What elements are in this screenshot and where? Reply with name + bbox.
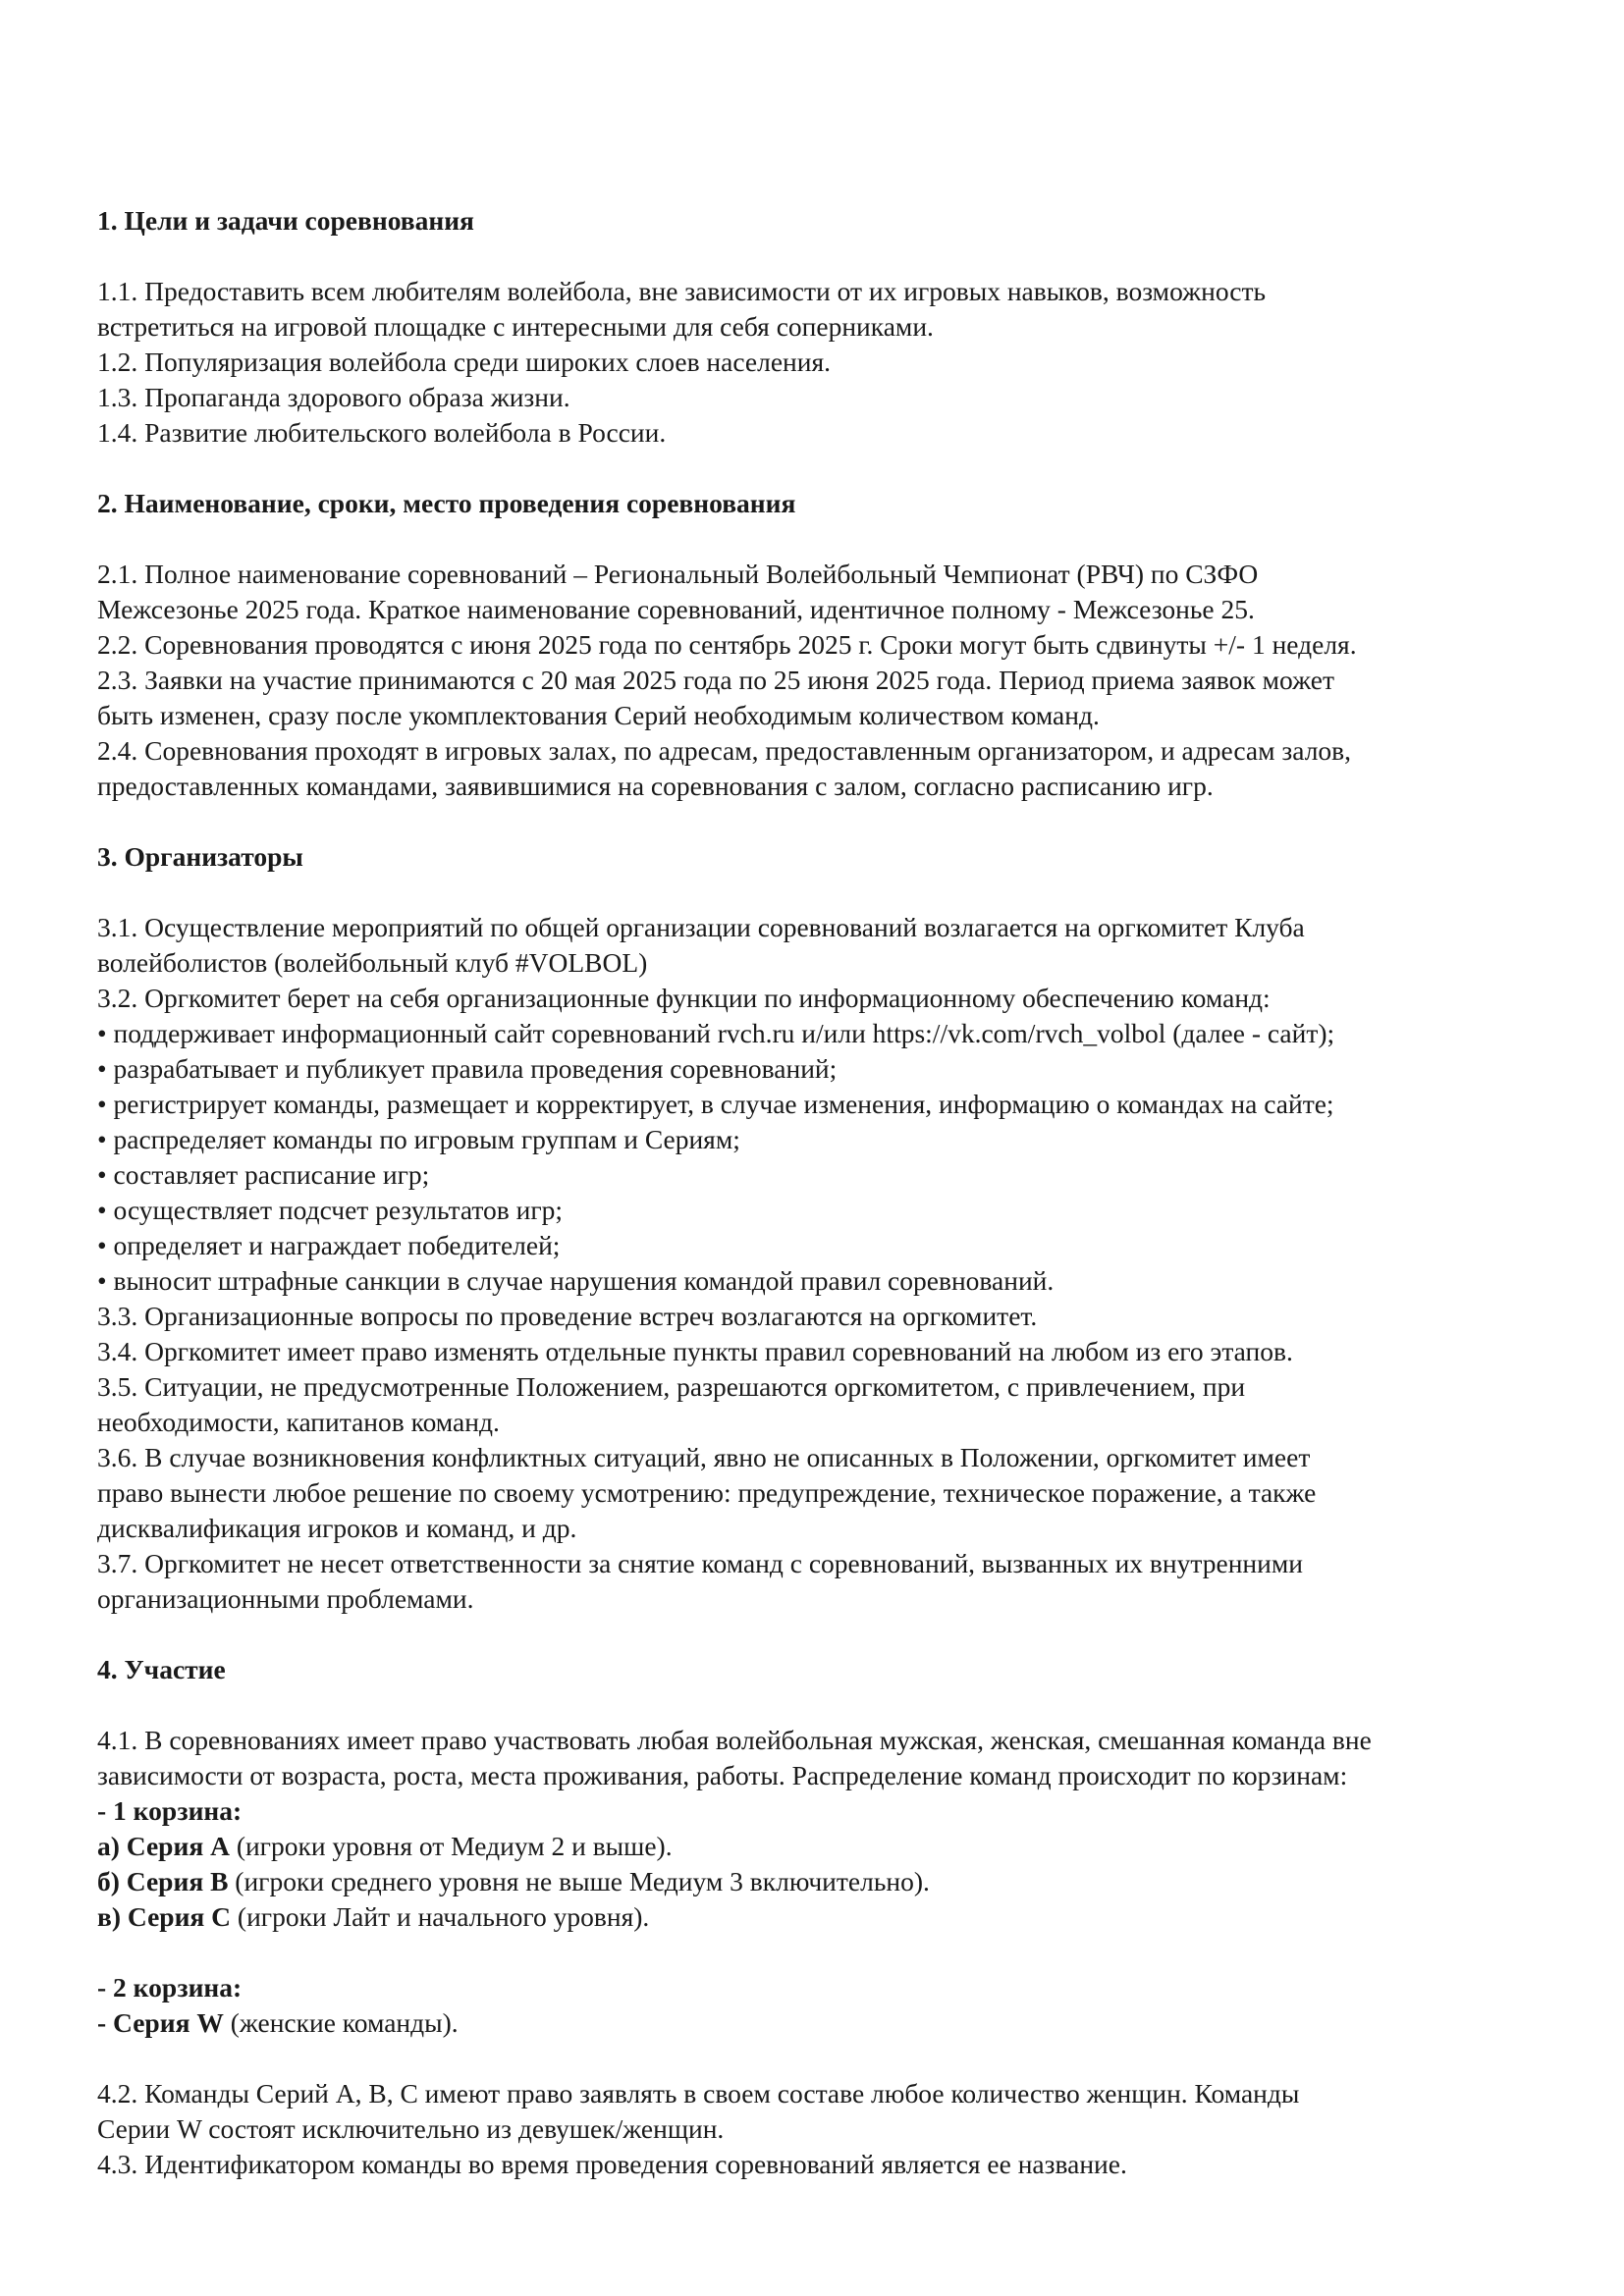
section-body [97,557,1565,804]
series-item [97,1899,1565,1935]
basket-title [97,1793,1565,1829]
section-body [97,274,1565,451]
spacer [97,1935,1565,1970]
series-description: (игроки уровня от Медиум 2 и выше). [229,1831,673,1861]
text-line: быть изменен, сразу после укомплектования Серий необходимым количеством команд. [97,700,1100,730]
text-line: встретиться на игровой площадке с интересными для себя соперниками. [97,311,934,342]
text-line: предоставленных командами, заявившимися на соревнования с залом, согласно расписанию игр. [97,771,1214,801]
section-organizers [97,839,1565,1617]
bullet-item: • регистрирует команды, размещает и корректирует, в случае изменения, информацию о командах на сайте; [97,1089,1334,1119]
section-goals [97,203,1565,451]
section-heading: 3. Организаторы [97,841,303,872]
section-body [97,1723,1565,2182]
text-line: Серии W состоят исключительно из девушек/женщин. [97,2113,725,2144]
series-description: (игроки Лайт и начального уровня). [231,1901,650,1932]
series-name: в) Серия C [97,1901,232,1932]
text-line: зависимости от возраста, роста, места проживания, работы. Распределение команд происходит по корзинам: [97,1760,1348,1790]
text-line: 4.1. В соревнованиях имеет право участвовать любая волейбольная мужская, женская, смешанная команда вне [97,1725,1372,1755]
basket-title [97,1970,1565,2005]
text-line: право вынести любое решение по своему усмотрению: предупреждение, техническое поражение, а также [97,1477,1317,1508]
text-line: 2.3. Заявки на участие принимаются с 20 мая 2025 года по 25 июня 2025 года. Период приема заявок может [97,665,1334,695]
section-heading: 2. Наименование, сроки, место проведения соревнования [97,488,796,518]
bullet-item: • выносит штрафные санкции в случае нарушения командой правил соревнований. [97,1265,1055,1296]
text-line: 3.7. Оргкомитет не несет ответственности за снятие команд с соревнований, вызванных их внутренними [97,1548,1303,1578]
text-line: Межсезонье 2025 года. Краткое наименование соревнований, идентичное полному - Межсезонье 25. [97,594,1255,624]
spacer [97,2041,1565,2076]
series-description: (женские команды). [223,2007,459,2038]
bullet-item: • распределяет команды по игровым группам и Сериям; [97,1124,740,1154]
text-line: 3.5. Ситуации, не предусмотренные Положением, разрешаются оргкомитетом, с привлечением, при [97,1371,1246,1402]
text-line: волейболистов (волейбольный клуб #VOLBOL) [97,947,648,978]
series-name: - Серия W [97,2007,224,2038]
basket-title-text: - 1 корзина: [97,1795,243,1826]
text-line: 1.2. Популяризация волейбола среди широких слоев населения. [97,347,831,377]
section-participation [97,1652,1565,2182]
bullet-item: • разрабатывает и публикует правила проведения соревнований; [97,1053,838,1084]
section-heading: 4. Участие [97,1654,226,1684]
series-name: а) Серия A [97,1831,230,1861]
text-line: 4.3. Идентификатором команды во время проведения соревнований является ее название. [97,2149,1127,2179]
bullet-item: • поддерживает информационный сайт соревнований rvch.ru и/или https://vk.com/rvch_volbol (далее - сайт); [97,1018,1335,1048]
text-line: 3.3. Организационные вопросы по проведение встреч возлагаются на оргкомитет. [97,1301,1038,1331]
series-description: (игроки среднего уровня не выше Медиум 3 включительно). [228,1866,930,1896]
series-item [97,2005,1565,2041]
series-item [97,1829,1565,1864]
bullet-item: • определяет и награждает победителей; [97,1230,561,1260]
section-body [97,910,1565,1617]
text-line: 1.3. Пропаганда здорового образа жизни. [97,382,570,412]
basket-title-text: - 2 корзина: [97,1972,243,2002]
text-line: дисквалификация игроков и команд, и др. [97,1513,577,1543]
text-line: 2.1. Полное наименование соревнований – Региональный Волейбольный Чемпионат (РВЧ) по СЗФО [97,559,1259,589]
text-line: 3.6. В случае возникновения конфликтных ситуаций, явно не описанных в Положении, оргкомитет имеет [97,1442,1311,1472]
text-line: необходимости, капитанов команд. [97,1407,500,1437]
text-line: 3.4. Оргкомитет имеет право изменять отдельные пункты правил соревнований на любом из его этапов. [97,1336,1293,1366]
text-line: 3.1. Осуществление мероприятий по общей организации соревнований возлагается на оргкомитет Клуба [97,912,1305,942]
text-line: 1.1. Предоставить всем любителям волейбола, вне зависимости от их игровых навыков, возможность [97,276,1267,306]
text-line: 1.4. Развитие любительского волейбола в России. [97,417,667,448]
section-heading: 1. Цели и задачи соревнования [97,205,474,236]
bullet-item: • составляет расписание игр; [97,1159,430,1190]
bullet-item: • осуществляет подсчет результатов игр; [97,1195,563,1225]
text-line: 4.2. Команды Серий A, B, C имеют право заявлять в своем составе любое количество женщин. Команды [97,2078,1300,2109]
section-name-dates-venue [97,486,1565,804]
text-line: 2.4. Соревнования проходят в игровых залах, по адресам, предоставленным организатором, и адресам залов, [97,735,1352,766]
text-line: 2.2. Соревнования проводятся с июня 2025 года по сентябрь 2025 г. Сроки могут быть сдвинуты +/- 1 неделя. [97,629,1357,660]
text-line: организационными проблемами. [97,1583,474,1614]
series-item [97,1864,1565,1899]
text-line: 3.2. Оргкомитет берет на себя организационные функции по информационному обеспечению команд: [97,983,1271,1013]
series-name: б) Серия B [97,1866,229,1896]
